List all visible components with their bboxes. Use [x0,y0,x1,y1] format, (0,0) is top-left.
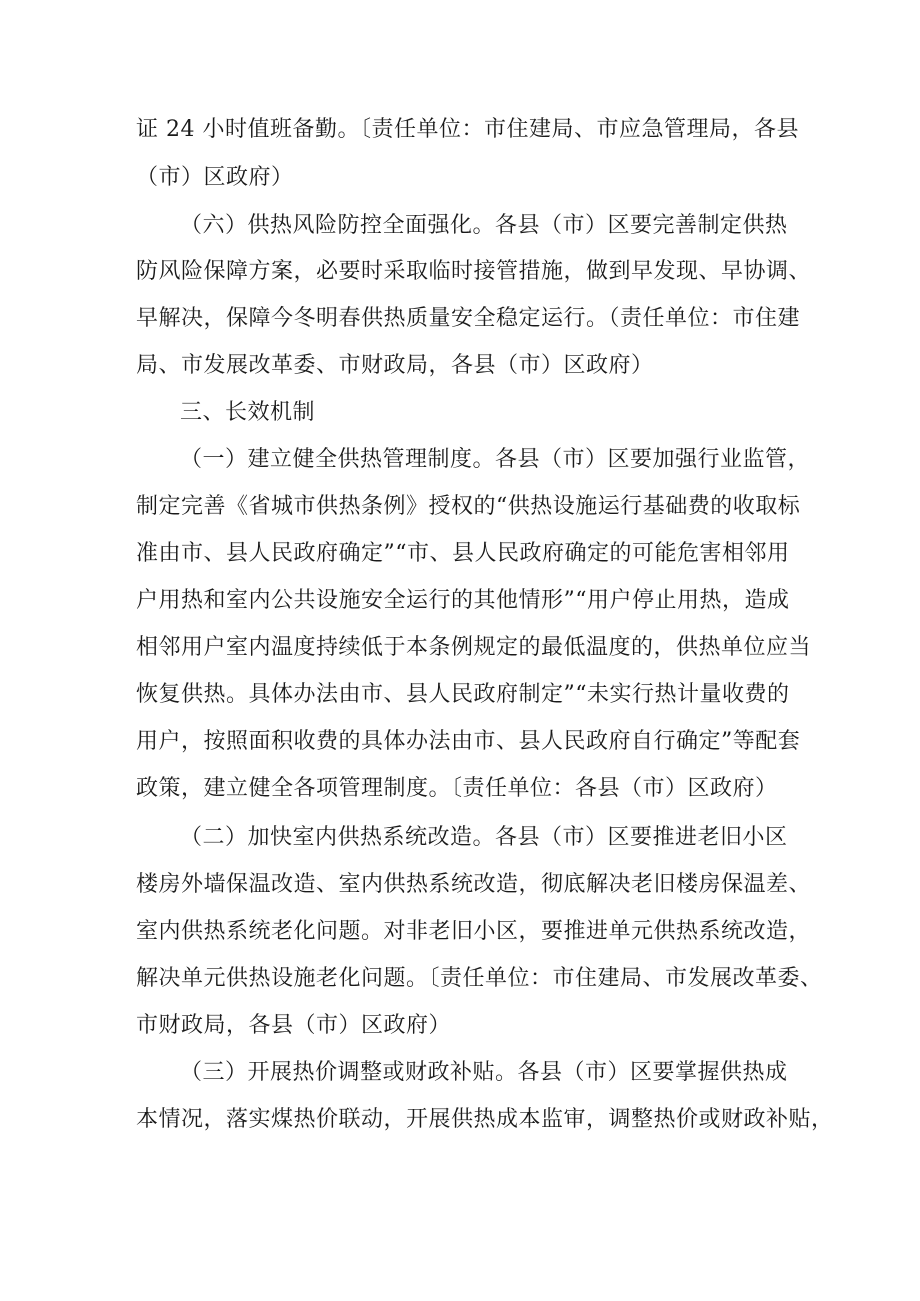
text-line: 本情况，落实煤热价联动，开展供热成本监审，调整热价或财政补贴， [136,1107,834,1132]
text-line: 防风险保障方案，必要时采取临时接管措施，做到早发现、早协调、 [136,259,812,284]
text-line: 用户，按照面积收费的具体办法由市、县人民政府自行确定”等配套 [136,729,801,754]
text-line: 制定完善《省城市供热条例》授权的“供热设施运行基础费的收取标 [136,494,801,519]
text-line: 证 24 小时值班备勤。〔责任单位：市住建局、市应急管理局，各县 [136,117,799,142]
text-line: 准由市、县人民政府确定”“市、县人民政府确定的可能危害相邻用 [136,541,790,566]
text-line: 局、市发展改革委、市财政局，各县（市）区政府） [136,353,654,378]
paragraph-first-line: （二）加快室内供热系统改造。各县（市）区要推进老旧小区 [180,825,788,850]
text-line: 市财政局，各县（市）区政府） [136,1013,452,1038]
text-line: 户用热和室内公共设施安全运行的其他情形”“用户停止用热，造成 [136,588,790,613]
text-line: 政策，建立健全各项管理制度。〔责任单位：各县（市）区政府） [136,776,778,801]
text-line: 相邻用户室内温度持续低于本条例规定的最低温度的，供热单位应当 [136,635,812,660]
text-line: 恢复供热。具体办法由市、县人民政府制定”“未实行热计量收费的 [136,682,790,707]
text-line: 早解决，保障今冬明春供热质量安全稳定运行。（责任单位：市住建 [136,306,801,331]
paragraph-first-line: （六）供热风险防控全面强化。各县（市）区要完善制定供热 [180,213,788,238]
text-line: （市）区政府） [136,165,294,190]
text-line: 解决单元供热设施老化问题。〔责任单位：市住建局、市发展改革委、 [136,966,823,991]
section-heading: 三、长效机制 [180,400,316,425]
text-line: 楼房外墙保温改造、室内供热系统改造，彻底解决老旧楼房保温差、 [136,872,812,897]
text-line: 室内供热系统老化问题。对非老旧小区，要推进单元供热系统改造， [136,919,812,944]
paragraph-first-line: （一）建立健全供热管理制度。各县（市）区要加强行业监管， [180,447,811,472]
paragraph-first-line: （三）开展热价调整或财政补贴。各县（市）区要掌握供热成 [180,1060,788,1085]
